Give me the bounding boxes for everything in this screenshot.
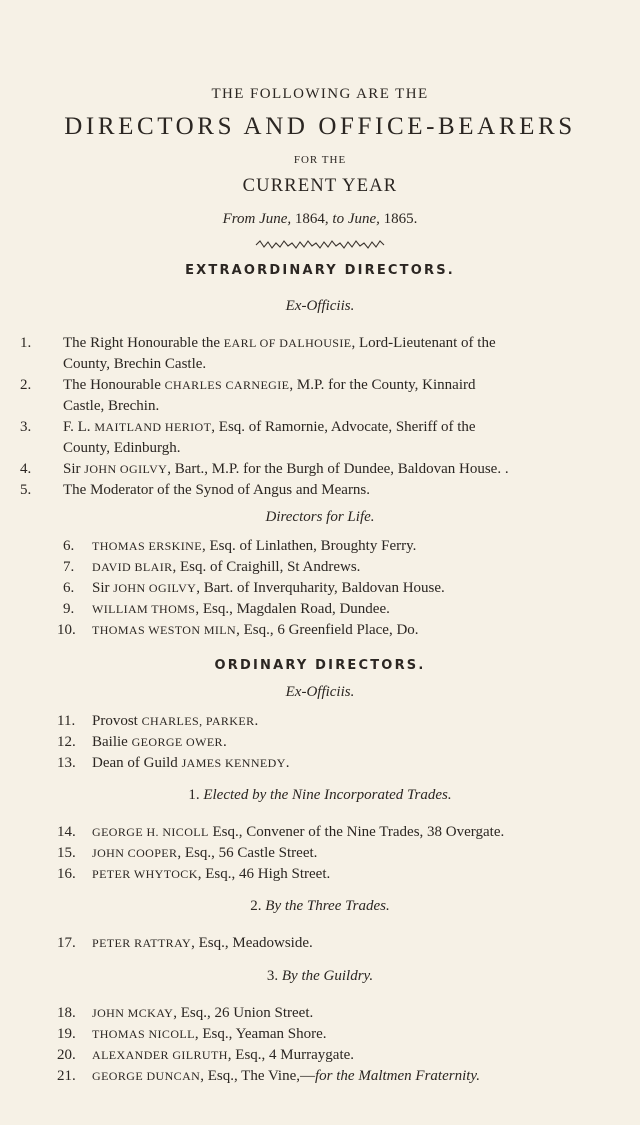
- item-text: [63, 459, 509, 480]
- date-from-label: From June,: [222, 211, 292, 227]
- item-number: 18.: [57, 1005, 76, 1021]
- item-name: THOMAS WESTON MILN: [92, 623, 237, 637]
- item-text-prefix: Provost: [92, 713, 142, 729]
- item-number: 7.: [63, 559, 75, 575]
- ordinary-heading: ORDINARY DIRECTORS.: [214, 658, 426, 673]
- item-number: 10.: [57, 622, 76, 638]
- item-number: 12.: [57, 734, 76, 750]
- item-text-suffix: , Esq. of Craighill, St Andrews.: [172, 559, 361, 575]
- item-name: PETER WHYTOCK: [92, 867, 198, 881]
- item-text: [92, 711, 258, 732]
- ex-officiis-label: Ex-Officiis.: [285, 684, 355, 700]
- item-text-prefix: Sir: [63, 461, 85, 477]
- date-year-2: 1865.: [379, 211, 418, 227]
- item-number: 1.: [20, 335, 32, 351]
- item-text: [92, 1024, 327, 1045]
- item-name: GEORGE DUNCAN: [92, 1069, 201, 1083]
- item-continuation: Castle, Brechin.: [63, 398, 160, 414]
- item-name: CHARLES CARNEGIE: [164, 378, 290, 392]
- item-text: [92, 536, 416, 557]
- item-text-suffix: , Bart. of Inverquharity, Baldovan House.: [196, 580, 445, 596]
- item-name: JOHN OGILVY: [113, 581, 197, 595]
- item-text: [92, 822, 504, 843]
- item-number: 6.: [63, 580, 75, 596]
- item-text-suffix: , Esq., 26 Union Street.: [173, 1005, 314, 1021]
- item-name: THOMAS NICOLL: [92, 1027, 195, 1041]
- ornament-divider: [0, 238, 640, 252]
- ex-officiis-label: Ex-Officiis.: [285, 298, 355, 314]
- item-continuation: County, Edinburgh.: [63, 440, 181, 456]
- item-text-suffix: , Esq. of Ramornie, Advocate, Sheriff of the: [211, 419, 476, 435]
- section-number: 3.: [266, 968, 282, 984]
- extraordinary-heading: EXTRAORDINARY DIRECTORS.: [185, 263, 455, 278]
- item-text-suffix: .: [285, 755, 290, 771]
- item-number: 20.: [57, 1047, 76, 1063]
- section-heading-three-trades: [0, 898, 640, 915]
- item-text-suffix: .: [254, 713, 259, 729]
- item-name: DAVID BLAIR: [92, 560, 173, 574]
- item-text-suffix: , M.P. for the County, Kinnaird: [289, 377, 476, 393]
- item-text: [92, 1045, 354, 1066]
- item-text: [92, 1066, 480, 1087]
- item-text-prefix: F. L.: [63, 419, 95, 435]
- item-text: [92, 933, 313, 954]
- item-name: PETER RATTRAY: [92, 936, 192, 950]
- item-text: [92, 620, 419, 641]
- item-number: 5.: [20, 482, 32, 498]
- item-text-suffix: .: [222, 734, 227, 750]
- item-number: 13.: [57, 755, 76, 771]
- item-number: 21.: [57, 1068, 76, 1084]
- item-text: [92, 732, 227, 753]
- item-continuation: County, Brechin Castle.: [63, 356, 207, 372]
- item-number: 3.: [20, 419, 32, 435]
- item-name: ALEXANDER GILRUTH: [92, 1048, 228, 1062]
- item-text-suffix: , Esq., 56 Castle Street.: [177, 845, 318, 861]
- item-text: [92, 599, 390, 620]
- item-text-suffix: , Esq., Magdalen Road, Dundee.: [195, 601, 390, 617]
- item-text-suffix: , Esq., 6 Greenfield Place, Do.: [236, 622, 419, 638]
- item-name: GEORGE H. NICOLL: [92, 825, 209, 839]
- item-text-suffix: Esq., Convener of the Nine Trades, 38 Overgate.: [208, 824, 505, 840]
- item-name: GEORGE OWER: [131, 735, 223, 749]
- directors-for-life-heading: Directors for Life.: [265, 509, 375, 525]
- item-number: 14.: [57, 824, 76, 840]
- item-name: THOMAS ERSKINE: [92, 539, 202, 553]
- date-to-label: to June,: [332, 211, 380, 227]
- item-text: [63, 417, 476, 438]
- item-number: 17.: [57, 935, 76, 951]
- item-text-prefix: The Right Honourable the: [63, 335, 224, 351]
- section-title: Elected by the Nine Incorporated Trades.: [203, 787, 452, 803]
- item-text-suffix: , Esq., Meadowside.: [191, 935, 313, 951]
- item-name: EARL OF DALHOUSIE: [223, 336, 352, 350]
- item-name: JOHN OGILVY: [84, 462, 168, 476]
- section-title: By the Guildry.: [281, 968, 374, 984]
- item-text-prefix: Sir: [92, 580, 114, 596]
- header-line-1: THE FOLLOWING ARE THE: [211, 86, 429, 102]
- item-number: 6.: [63, 538, 75, 554]
- item-name: CHARLES, PARKER: [141, 714, 255, 728]
- item-text-suffix: , Bart., M.P. for the Burgh of Dundee, Baldovan House. .: [167, 461, 509, 477]
- item-text-suffix: , Esq., The Vine,—: [200, 1068, 315, 1084]
- item-name: MAITLAND HERIOT: [94, 420, 212, 434]
- item-text: [92, 864, 330, 885]
- item-text-prefix: Dean of Guild: [92, 755, 182, 771]
- item-text: [92, 578, 445, 599]
- date-year-1: 1864,: [291, 211, 333, 227]
- item-number: 15.: [57, 845, 76, 861]
- section-title: By the Three Trades.: [265, 898, 390, 914]
- section-number: 2.: [250, 898, 266, 914]
- item-name: WILLIAM THOMS: [92, 602, 196, 616]
- item-text-suffix: , Esq., 46 High Street.: [197, 866, 331, 882]
- item-name: JOHN MCKAY: [92, 1006, 174, 1020]
- item-number: 19.: [57, 1026, 76, 1042]
- item-text: [63, 375, 476, 396]
- item-text-suffix: , Esq. of Linlathen, Broughty Ferry.: [201, 538, 417, 554]
- item-number: 4.: [20, 461, 32, 477]
- page-title: DIRECTORS AND OFFICE-BEARERS: [64, 113, 576, 140]
- item-number: 16.: [57, 866, 76, 882]
- section-number: 1.: [188, 787, 204, 803]
- item-name: JOHN COOPER: [92, 846, 178, 860]
- item-text: [92, 753, 290, 774]
- item-italic-note: for the Maltmen Fraternity.: [315, 1068, 480, 1084]
- item-text-suffix: , Esq., Yeaman Shore.: [194, 1026, 327, 1042]
- date-range: [0, 211, 640, 228]
- item-text-suffix: , Lord-Lieutenant of the: [351, 335, 496, 351]
- section-heading-trades: [0, 787, 640, 804]
- item-text: The Moderator of the Synod of Angus and Mearns.: [63, 482, 371, 498]
- item-text-suffix: , Esq., 4 Murraygate.: [227, 1047, 355, 1063]
- item-text-prefix: The Honourable: [63, 377, 165, 393]
- section-heading-guildry: [0, 968, 640, 985]
- item-number: 2.: [20, 377, 32, 393]
- item-number: 11.: [57, 713, 76, 729]
- header-subtitle: CURRENT YEAR: [242, 176, 398, 196]
- item-text-prefix: Bailie: [92, 734, 132, 750]
- item-name: JAMES KENNEDY: [181, 756, 286, 770]
- item-number: 9.: [63, 601, 75, 617]
- item-text: [92, 557, 360, 578]
- item-text: [63, 333, 496, 354]
- item-text: [92, 843, 317, 864]
- header-line-3: FOR THE: [293, 154, 347, 166]
- item-text: [92, 1003, 313, 1024]
